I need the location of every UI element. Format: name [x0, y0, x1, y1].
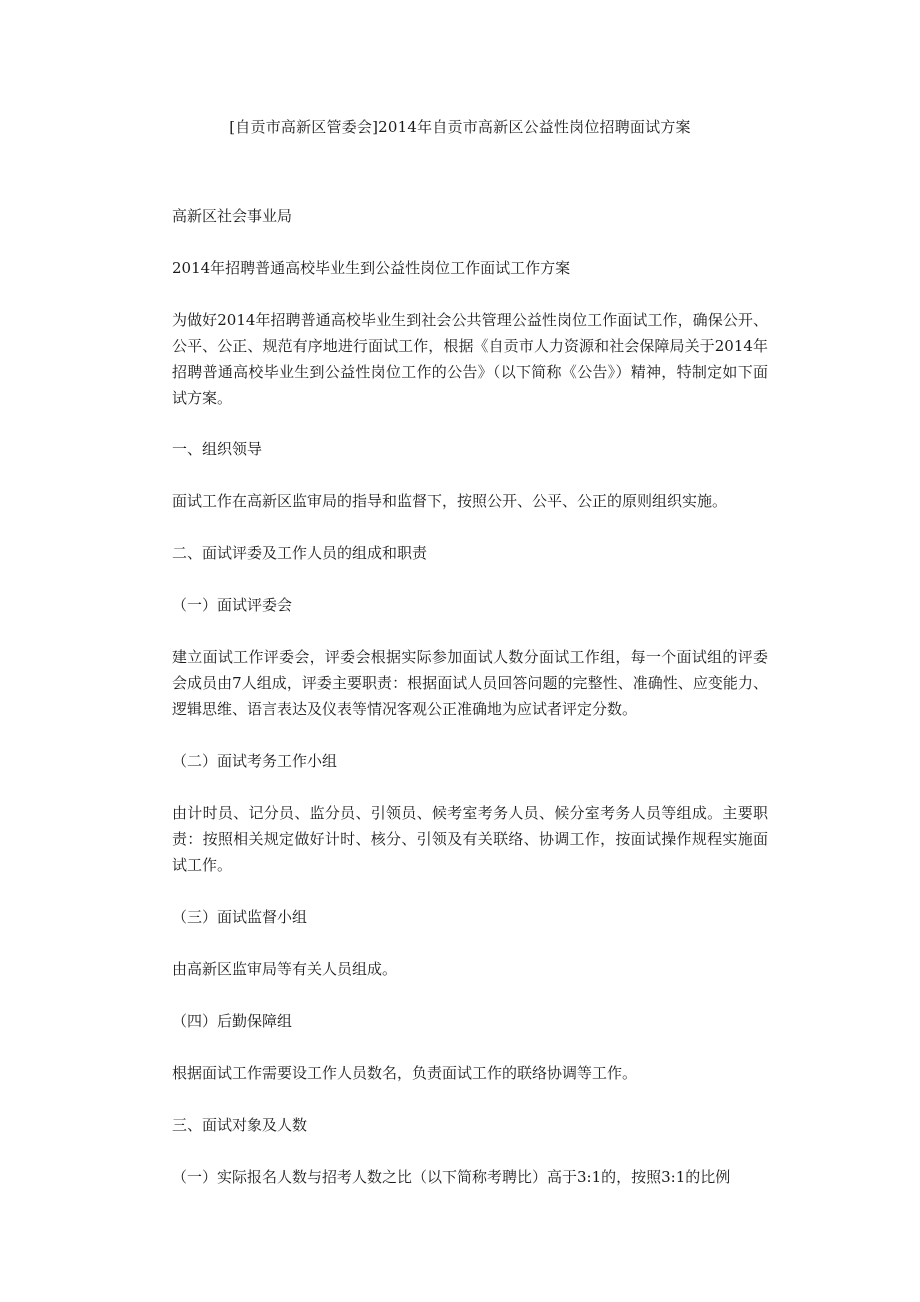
- sub2-paragraph: 由计时员、记分员、监分员、引领员、候考室考务人员、候分室考务人员等组成。主要职责：按照相关规定做好计时、核分、引领及有关联络、协调工作，按面试操作规程实施面试工作。: [172, 804, 768, 874]
- sub3-heading: （三）面试监督小组: [172, 908, 308, 926]
- sub1-paragraph: 建立面试工作评委会，评委会根据实际参加面试人数分面试工作组，每一个面试组的评委会成员由7人组成，评委主要职责：根据面试人员回答问题的完整性、准确性、应变能力、逻辑思维、语言表达及仪表等情况客观公正准确地为应试者评定分数。: [172, 648, 768, 718]
- document-title: [自贡市高新区管委会]2014年自贡市高新区公益性岗位招聘面试方案: [229, 118, 691, 136]
- section3-item1: （一）实际报名人数与招考人数之比（以下简称考聘比）高于3:1的，按照3:1的比例: [172, 1168, 731, 1186]
- sub4-heading: （四）后勤保障组: [172, 1012, 293, 1030]
- sub1-heading: （一）面试评委会: [172, 596, 293, 614]
- sub3-text: 由高新区监审局等有关人员组成。: [172, 960, 398, 978]
- sub4-text: 根据面试工作需要设工作人员数名，负责面试工作的联络协调等工作。: [172, 1064, 638, 1082]
- section3-heading: 三、面试对象及人数: [172, 1116, 308, 1134]
- intro-paragraph: 为做好2014年招聘普通高校毕业生到社会公共管理公益性岗位工作面试工作，确保公开、公平、公正、规范有序地进行面试工作，根据《自贡市人力资源和社会保障局关于2014年招聘普通高校毕业生到公益性岗位工作的公告》（以下简称《公告》）精神，特制定如下面试方案。: [172, 311, 768, 407]
- section1-text: 面试工作在高新区监审局的指导和监督下，按照公开、公平、公正的原则组织实施。: [172, 492, 728, 510]
- section1-heading: 一、组织领导: [172, 440, 263, 458]
- sub2-heading: （二）面试考务工作小组: [172, 752, 338, 770]
- issuer-line: 高新区社会事业局: [172, 207, 293, 225]
- document-subtitle: 2014年招聘普通高校毕业生到公益性岗位工作面试工作方案: [172, 259, 571, 277]
- section2-heading: 二、面试评委及工作人员的组成和职责: [172, 544, 428, 562]
